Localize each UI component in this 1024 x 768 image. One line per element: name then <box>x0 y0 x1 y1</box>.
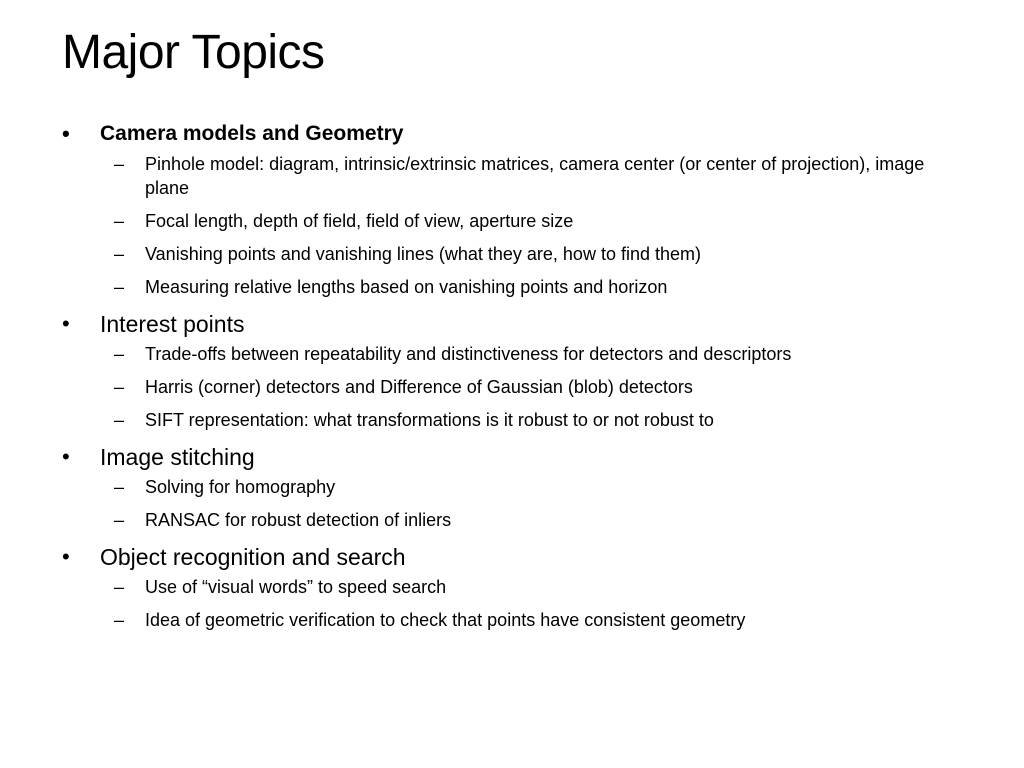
bullet-icon: • <box>62 311 70 336</box>
subtopic-item <box>62 152 945 200</box>
topic-label: Object recognition and search <box>100 544 406 570</box>
subtopic-item <box>62 608 945 632</box>
topic-item <box>62 308 962 432</box>
dash-icon: – <box>114 610 125 630</box>
bullet-icon: • <box>62 121 70 146</box>
subtopic-item <box>62 575 945 599</box>
dash-icon: – <box>114 477 125 497</box>
subtopic-list <box>62 575 962 632</box>
bullet-icon: • <box>62 544 70 569</box>
topic-heading <box>62 541 962 573</box>
subtopic-text: Use of “visual words” to speed search <box>145 577 447 597</box>
subtopic-item <box>62 242 945 266</box>
subtopic-item <box>62 342 945 366</box>
topic-item <box>62 441 962 532</box>
subtopic-text: Focal length, depth of field, field of view, aperture size <box>145 211 574 231</box>
topic-heading <box>62 441 962 473</box>
subtopic-text: Measuring relative lengths based on vanishing points and horizon <box>145 277 668 297</box>
subtopic-item <box>62 375 945 399</box>
topic-label: Camera models and Geometry <box>100 122 404 145</box>
topic-heading <box>62 118 962 150</box>
dash-icon: – <box>114 377 125 397</box>
subtopic-item <box>62 209 945 233</box>
subtopic-text: Vanishing points and vanishing lines (what they are, how to find them) <box>145 244 701 264</box>
subtopic-text: Idea of geometric verification to check that points have consistent geometry <box>145 610 746 630</box>
subtopic-list <box>62 342 962 432</box>
subtopic-item <box>62 408 945 432</box>
dash-icon: – <box>114 244 125 264</box>
topic-list <box>62 118 962 641</box>
topic-label: Image stitching <box>100 444 255 470</box>
dash-icon: – <box>114 154 125 174</box>
dash-icon: – <box>114 510 125 530</box>
topic-label: Interest points <box>100 311 245 337</box>
subtopic-text: Pinhole model: diagram, intrinsic/extrinsic matrices, camera center (or center of projection), image plane <box>145 154 925 198</box>
dash-icon: – <box>114 344 125 364</box>
subtopic-item <box>62 475 945 499</box>
subtopic-text: SIFT representation: what transformations is it robust to or not robust to <box>145 410 714 430</box>
subtopic-item <box>62 508 945 532</box>
topic-heading <box>62 308 962 340</box>
subtopic-list <box>62 475 962 532</box>
slide-title: Major Topics <box>62 26 325 79</box>
topic-item <box>62 541 962 632</box>
subtopic-text: Solving for homography <box>145 477 336 497</box>
subtopic-text: Harris (corner) detectors and Difference of Gaussian (blob) detectors <box>145 377 693 397</box>
dash-icon: – <box>114 577 125 597</box>
bullet-icon: • <box>62 444 70 469</box>
subtopic-text: Trade-offs between repeatability and distinctiveness for detectors and descriptors <box>145 344 792 364</box>
subtopic-list <box>62 152 962 299</box>
subtopic-item <box>62 275 945 299</box>
dash-icon: – <box>114 211 125 231</box>
dash-icon: – <box>114 410 125 430</box>
subtopic-text: RANSAC for robust detection of inliers <box>145 510 452 530</box>
dash-icon: – <box>114 277 125 297</box>
topic-item <box>62 118 962 299</box>
